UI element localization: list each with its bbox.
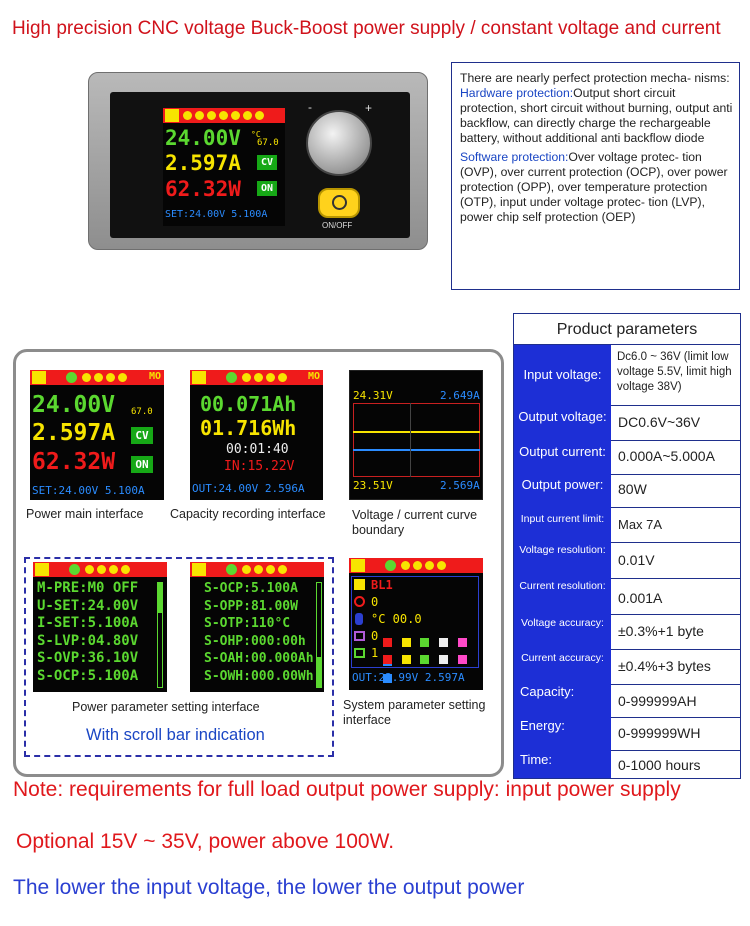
status-dot-icon [226, 372, 237, 383]
param-line: S-OAH:00.000Ah [204, 651, 314, 666]
param-line: M-PRE:M0 OFF [37, 580, 139, 596]
cv-badge: CV [257, 155, 277, 170]
status-dot-icon [106, 373, 115, 382]
status-dot-icon [255, 111, 264, 120]
power-icon [332, 195, 347, 210]
param-value: 0-999999AH [618, 693, 697, 709]
current-max-label: 2.649A [440, 389, 480, 402]
param-row [514, 507, 740, 542]
status-dot-icon [69, 564, 80, 575]
voltage-readout: 24.00V [165, 126, 241, 150]
caption-curve-interface: Voltage / current curve boundary [352, 508, 478, 537]
temp-calibration[interactable]: °C 00.0 [371, 612, 422, 626]
set-line: SET:24.00V 5.100A [32, 484, 145, 497]
status-bar [190, 370, 323, 385]
param-label: Time: [520, 752, 553, 767]
param-row [514, 440, 740, 474]
param-list-b [204, 580, 314, 685]
software-protection-title: Software protection: [460, 150, 569, 164]
on-badge: ON [257, 181, 277, 196]
thermometer-icon [355, 613, 363, 625]
device-screen [163, 108, 285, 226]
out-line: OUT:24.00V 2.596A [192, 482, 305, 495]
voltage-curve [353, 431, 480, 433]
scrollbar[interactable] [316, 582, 322, 688]
status-dot-icon [121, 565, 130, 574]
param-value: 0.001A [618, 590, 663, 606]
monitor-icon [354, 648, 365, 658]
param-line: S-OTP:110°C [204, 616, 291, 631]
param-line: U-SET:24.00V [37, 597, 139, 614]
status-dot-icon [401, 561, 410, 570]
hardware-protection-title: Hardware protection: [460, 86, 574, 100]
note-optional-supply: Optional 15V ~ 35V, power above 100W. [16, 830, 395, 853]
param-label: Output voltage: [518, 409, 607, 424]
status-dot-icon [278, 373, 287, 382]
gear-icon [165, 109, 179, 122]
set-line: SET:24.00V 5.100A [165, 209, 268, 220]
param-value: 0.01V [618, 552, 655, 568]
status-dot-icon [266, 565, 275, 574]
temp-readout: 67.0 [257, 138, 279, 148]
protection-box [451, 62, 740, 290]
voltage-min-label: 23.51V [353, 479, 393, 492]
status-dot-icon [82, 373, 91, 382]
power-readout: 62.32W [165, 177, 241, 201]
wh-readout: 01.716Wh [200, 416, 297, 440]
param-label: Input current limit: [520, 513, 605, 525]
software-protection-text: Over voltage protec- tion (OVP), over current protection (OCP), over power protection (OPP), over temperature protection (OTP), input under voltage protec- tion (LVP), power chip self protection (OEP) [460, 150, 728, 224]
power-readout: 62.32W [32, 449, 116, 475]
param-line: S-OHP:000:00h [204, 633, 306, 649]
timer-value[interactable]: 0 [371, 595, 379, 609]
temp-unit: °C [251, 130, 261, 139]
elapsed-time: 00:01:40 [226, 442, 289, 457]
status-dot-icon [226, 564, 237, 575]
status-dot-icon [254, 565, 263, 574]
caption-main-interface: Power main interface [26, 507, 144, 521]
out-line: OUT:23.99V 2.597A [352, 671, 465, 684]
status-dot-icon [266, 373, 275, 382]
power-button[interactable] [318, 188, 360, 218]
param-row [514, 542, 740, 578]
status-dot-icon [94, 373, 103, 382]
status-dot-icon [243, 111, 252, 120]
param-line: S-OCP:5.100A [204, 581, 298, 596]
param-row [514, 750, 740, 779]
current-curve [353, 449, 480, 451]
param-label: Voltage accuracy: [521, 617, 604, 629]
headline: High precision CNC voltage Buck-Boost power supply / constant voltage and current [12, 18, 721, 39]
protection-intro: There are nearly perfect protection mecha- nisms: [460, 71, 730, 85]
note-output-power: The lower the input voltage, the lower the output power [13, 876, 525, 899]
param-label: Output power: [521, 477, 604, 492]
params-title: Product parameters [514, 314, 740, 345]
status-bar [190, 562, 324, 577]
param-row [514, 345, 740, 405]
param-label: Capacity: [520, 684, 575, 699]
status-bar [349, 558, 483, 573]
param-line: S-OVP:36.10V [37, 650, 139, 666]
param-value: ±0.4%+3 bytes [618, 658, 711, 674]
param-value: DC0.6V~36V [618, 414, 701, 430]
status-dot-icon [242, 565, 251, 574]
param-line: S-LVP:04.80V [37, 632, 139, 649]
voltage-max-label: 24.31V [353, 389, 393, 402]
cv-badge: CV [131, 427, 153, 444]
product-parameters-table [513, 313, 741, 779]
current-readout: 2.597A [165, 151, 241, 175]
hardware-protection-text: Output short circuit protection, short circuit without burning, output anti backflow, can directly charge the rechargeable battery, without additional anti backflow diode [460, 86, 733, 145]
caption-system-setting: System parameter setting interface [343, 698, 486, 727]
voltage-readout: 24.00V [32, 392, 116, 418]
power-button-label: ON/OFF [322, 221, 353, 230]
scrollbar-thumb[interactable] [317, 657, 321, 687]
param-list-a [37, 580, 138, 685]
status-bar [30, 370, 164, 385]
caption-param-setting: Power parameter setting interface [72, 700, 260, 714]
status-dot-icon [254, 373, 263, 382]
current-min-label: 2.569A [440, 479, 480, 492]
knob-plus-label: + [365, 101, 373, 115]
param-value: ±0.3%+1 byte [618, 623, 704, 639]
current-readout: 2.597A [32, 420, 116, 446]
gear-icon [35, 563, 49, 576]
param-label: Current resolution: [519, 580, 606, 592]
backlight-value[interactable]: BL1 [371, 578, 393, 592]
color-row-1-label: 1 [371, 646, 379, 660]
param-label: Voltage resolution: [519, 544, 606, 556]
gear-icon [192, 563, 206, 576]
param-value: 0-999999WH [618, 725, 701, 741]
param-row [514, 684, 740, 717]
curve-interface-screen [349, 370, 483, 500]
status-dot-icon [413, 561, 422, 570]
param-value: Max 7A [618, 517, 663, 532]
main-interface-screen [30, 370, 164, 500]
status-dot-icon [219, 111, 228, 120]
status-bar [33, 562, 167, 577]
param-value: Dc6.0 ~ 36V (limit low voltage 5.5V, limit high voltage 38V) [617, 351, 732, 393]
brightness-icon [354, 579, 365, 590]
system-setting-screen [349, 558, 483, 690]
status-bar [163, 108, 285, 123]
status-dot-icon [207, 111, 216, 120]
monitor-icon [354, 631, 365, 641]
param-label: Energy: [520, 718, 565, 733]
capacity-interface-screen [190, 370, 323, 500]
status-dot-icon [425, 561, 434, 570]
param-row [514, 578, 740, 614]
status-dot-icon [118, 373, 127, 382]
grid-line [410, 403, 411, 477]
status-dot-icon [97, 565, 106, 574]
param-line: S-OPP:81.00W [204, 598, 298, 614]
param-row [514, 717, 740, 750]
status-dot-icon [109, 565, 118, 574]
status-dot-icon [183, 111, 192, 120]
adjust-knob[interactable] [306, 110, 372, 176]
param-setting-screen-b [190, 562, 324, 692]
caption-capacity-interface: Capacity recording interface [170, 507, 326, 521]
status-dot-icon [385, 560, 396, 571]
status-dot-icon [195, 111, 204, 120]
param-row [514, 649, 740, 684]
param-value: 0-1000 hours [618, 757, 701, 773]
param-label: Output current: [519, 444, 606, 459]
param-row [514, 474, 740, 507]
param-value: 80W [618, 481, 647, 497]
status-dot-icon [437, 561, 446, 570]
status-dot-icon [66, 372, 77, 383]
scrollbar[interactable] [157, 582, 163, 688]
param-line: S-OWH:000.00Wh [204, 668, 314, 684]
param-label: Current accuracy: [521, 652, 604, 664]
gear-icon [32, 371, 46, 384]
knob-minus-label: - [308, 100, 312, 114]
temp-readout: 67.0 [131, 407, 153, 417]
on-badge: ON [131, 456, 153, 473]
gear-icon [192, 371, 206, 384]
status-dot-icon [242, 373, 251, 382]
mode-label: MO [148, 371, 161, 382]
param-line: S-OCP:5.100A [37, 667, 139, 684]
status-dot-icon [231, 111, 240, 120]
input-voltage: IN:15.22V [224, 459, 295, 474]
param-row [514, 405, 740, 440]
mode-label: MO [307, 371, 320, 382]
ah-readout: 00.071Ah [200, 392, 297, 416]
gear-icon [351, 559, 365, 572]
clock-icon [354, 596, 365, 607]
color-row-0-label: 0 [371, 629, 379, 643]
param-row [514, 614, 740, 649]
param-line: I-SET:5.100A [37, 615, 139, 631]
status-dot-icon [85, 565, 94, 574]
note-input-requirement: Note: requirements for full load output power supply: input power supply [13, 778, 681, 801]
param-label: Input voltage: [523, 367, 602, 382]
curve-frame [353, 403, 480, 477]
status-dot-icon [278, 565, 287, 574]
param-value: 0.000A~5.000A [618, 448, 715, 464]
param-setting-screen-a [33, 562, 167, 692]
scrollbar-thumb[interactable] [158, 583, 162, 613]
scroll-bar-note: With scroll bar indication [86, 726, 265, 744]
